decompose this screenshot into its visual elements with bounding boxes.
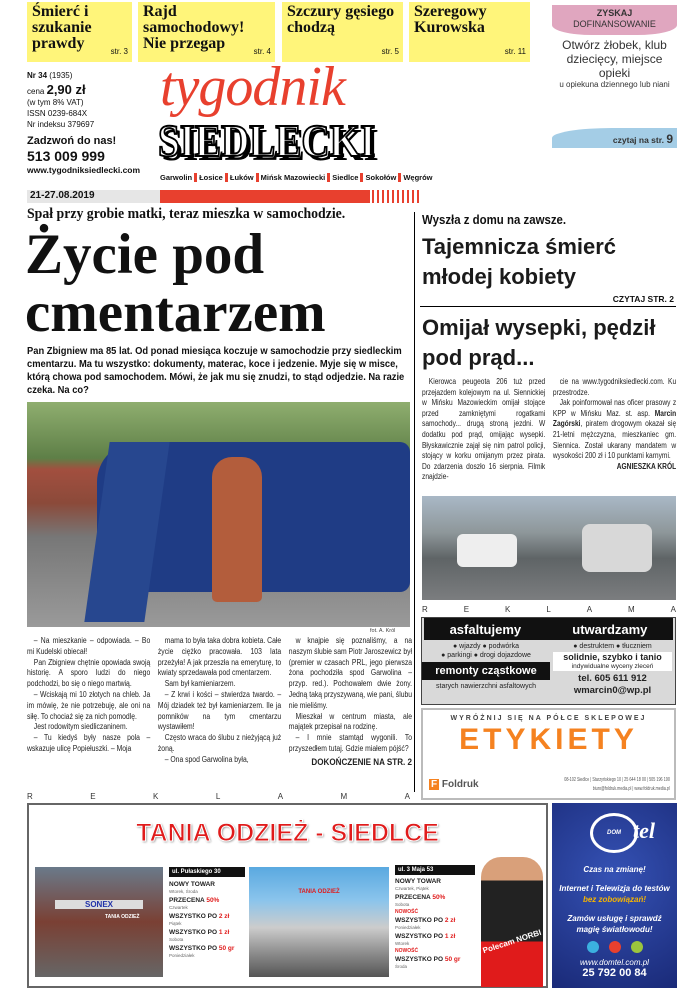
store-sign: TANIA ODZIEŻ xyxy=(105,914,140,920)
offer-highlight: 1 zł xyxy=(444,933,456,940)
main-photo xyxy=(27,402,410,627)
offer-day: Środa xyxy=(395,964,408,969)
town: Węgrów xyxy=(403,173,433,182)
promo-top: ZYSKAJ xyxy=(596,8,633,18)
article-column-3 xyxy=(289,636,412,768)
town: Garwolin xyxy=(160,173,193,182)
ad-h2: utwardzamy xyxy=(572,621,648,637)
offer-highlight: 1 zł xyxy=(218,929,230,936)
offer-day: Poniedziałek xyxy=(395,925,421,930)
bullet: wjazdy xyxy=(459,643,481,650)
reklama-letter: M xyxy=(628,605,635,614)
logo-text: DOM xyxy=(607,830,621,836)
offer-title xyxy=(169,929,245,937)
reklama-letter: L xyxy=(546,605,551,614)
article-paragraph: – Wciskają mi 10 złotych na chleb. Ja im mówię, że nie potrzebuję, ale oni na siłę. To chociaż się za nich pomodlę. xyxy=(27,689,151,721)
side2-name: Marcin Zagórski xyxy=(552,408,677,429)
side2-text: Jak poinformował nas oficer prasowy z KPP w Mińsku Maz. st. asp. xyxy=(552,398,677,418)
bullet: tłuczniem xyxy=(622,643,652,650)
reklama-letter: K xyxy=(153,792,159,801)
vat: (w tym 8% VAT) xyxy=(27,98,84,107)
reklama-letter: A xyxy=(277,792,284,801)
reklama-letter: K xyxy=(505,605,511,614)
issue-number: Nr 34 xyxy=(27,71,48,80)
teaser-title: Szeregowy Kurowska xyxy=(414,3,487,36)
column-divider xyxy=(414,212,415,792)
price: 2,90 zł xyxy=(46,82,86,97)
article-paragraph: Mieszkał w centrum miasta, ale majątek przepisał na rodzinę. xyxy=(288,711,413,732)
masthead-title: SIEDLECKI xyxy=(158,115,376,166)
side1-headline: Tajemnicza śmierć młodej kobiety xyxy=(422,234,617,289)
town: Łuków xyxy=(229,173,254,182)
new-badge: NOWOŚĆ xyxy=(395,948,419,954)
reklama-letter: E xyxy=(463,605,470,614)
car-silver xyxy=(582,524,652,572)
ad-labels-brand: Foldruk xyxy=(441,779,479,790)
main-headline: Życie pod cmentarzem xyxy=(25,223,326,344)
town-separator xyxy=(398,173,401,182)
date-bar-stripes xyxy=(372,190,420,203)
offer-text: WSZYSTKO PO xyxy=(169,929,219,936)
teaser-page: str. 3 xyxy=(110,47,128,56)
domtel-web[interactable]: www.domtel.com.pl xyxy=(580,958,649,967)
town-separator xyxy=(327,173,330,182)
offer-day: Wtorek xyxy=(395,941,410,946)
article-column-1 xyxy=(27,636,150,768)
offer-text: PRZECENA xyxy=(395,894,433,901)
article-paragraph: – Ona spod Garwolina była, xyxy=(164,754,249,764)
ad-labels-contact: biuro@foldruk.media.pl | www.foldruk.media.pl xyxy=(592,786,670,792)
offer-title xyxy=(395,933,475,941)
reklama-letter: A xyxy=(670,605,676,614)
car-door xyxy=(84,442,169,622)
teaser-title: Rajd samochodowy! Nie przegap xyxy=(143,3,245,52)
store2-info xyxy=(395,865,475,970)
offer-day: Sobota xyxy=(395,902,410,907)
price-label: cena xyxy=(27,87,45,96)
store-address: ul. 3 Maja 53 xyxy=(395,865,475,875)
masthead-script: tygodnik xyxy=(160,56,345,118)
ad-labels-addr: 08-102 Siedlce | Starzyńskiego 10 | 25 644 18 00 | 505 196 190 xyxy=(564,777,670,783)
article-column-2 xyxy=(158,636,281,768)
phone: 513 009 999 xyxy=(27,148,105,164)
domtel-tel: 25 792 00 84 xyxy=(582,967,647,979)
offer-highlight: 50 gr xyxy=(444,956,461,963)
article-paragraph: – I mnie stamtąd wygonili. To przyszedłem tutaj. Gdzie miałem pójść? xyxy=(288,733,413,753)
town: Sokołów xyxy=(365,173,397,182)
reklama-letter: R xyxy=(27,792,33,801)
website-link[interactable]: www.tygodniksiedlecki.com xyxy=(27,165,141,175)
teaser-page: str. 4 xyxy=(253,47,271,56)
side1-more[interactable]: CZYTAJ STR. 2 xyxy=(612,294,674,304)
side2-text: , piratem drogowym okazał się 21-letni mężczyzna, mieszkaniec gm. Siennica. Został ukarany mandatem w wysokości 200 zł i 10 punktami karnymi. xyxy=(552,419,677,461)
call-label: Zadzwoń do nas! xyxy=(27,135,117,147)
divider xyxy=(420,306,676,307)
domtel-l2h: bez zobowiązań! xyxy=(582,895,647,904)
article-paragraph: Często wraca do ślubu z nieżyjącą już żoną. xyxy=(157,733,282,753)
offer-day: Czwartek, Piątek xyxy=(395,886,429,891)
ad-labels-big: ETYKIETY xyxy=(459,723,638,756)
article-paragraph: Jest rodowitym siedliczaninem. xyxy=(33,722,128,732)
offer-title xyxy=(169,913,245,921)
store-address: ul. Pułaskiego 30 xyxy=(169,867,245,877)
town-separator xyxy=(194,173,197,182)
offer-title xyxy=(395,956,475,964)
offer-text: WSZYSTKO PO xyxy=(169,945,219,952)
reklama-label xyxy=(422,605,676,614)
index: Nr indeksu 379697 xyxy=(27,120,95,129)
reklama-letter: R xyxy=(422,605,428,614)
reklama-letter: A xyxy=(586,605,593,614)
logo-text: tel xyxy=(633,818,655,843)
offer-highlight: 50% xyxy=(206,897,220,904)
store1-photo xyxy=(35,867,163,977)
ad-labels-top: WYRÓŻNIJ SIĘ NA PÓŁCE SKLEPOWEJ xyxy=(450,715,647,722)
bullet: parkingi xyxy=(447,652,472,659)
phone-icon xyxy=(631,941,643,953)
offer-text: NOWY TOWAR xyxy=(395,878,441,885)
offer-title xyxy=(169,945,245,953)
teaser-1[interactable] xyxy=(27,2,132,62)
bullet: drogi dojazdowe xyxy=(479,652,531,659)
domtel-l2: Internet i Telewizja do testów xyxy=(559,884,670,893)
article-paragraph: – Na mieszkanie – odpowiada. – Bo mi Kudelski obiecał! xyxy=(27,636,151,656)
offer-title xyxy=(395,917,475,925)
teaser-2[interactable] xyxy=(138,2,275,62)
continued-link[interactable]: DOKOŃCZENIE NA STR. 2 xyxy=(311,756,413,768)
offer-title xyxy=(169,881,245,889)
offer-text: WSZYSTKO PO xyxy=(395,917,445,924)
offer-text: WSZYSTKO PO xyxy=(395,956,445,963)
offer-day: Piątek xyxy=(169,921,182,926)
promo-cta: czytaj na str. xyxy=(612,135,664,145)
side2-headline: Omijał wysepki, pędził pod prąd... xyxy=(422,315,656,370)
side2-photo xyxy=(422,496,676,600)
town-separator xyxy=(360,173,363,182)
teaser-page: str. 5 xyxy=(381,47,399,56)
teaser-title: Śmierć i szukanie prawdy xyxy=(32,3,92,52)
town: Siedlce xyxy=(332,173,359,182)
offer-highlight: 2 zł xyxy=(444,917,456,924)
towns-list xyxy=(160,173,433,182)
ad-tel: tel. 605 611 912 xyxy=(578,673,647,684)
teaser-title: Szczury gęsiego chodzą xyxy=(287,3,395,36)
issue-date: 21-27.08.2019 xyxy=(27,190,160,203)
ad-clothes[interactable] xyxy=(27,803,548,988)
offer-text: PRZECENA xyxy=(169,897,207,904)
ad-h1: asfaltujemy xyxy=(449,621,522,637)
offer-highlight: 50 gr xyxy=(218,945,235,952)
town-separator xyxy=(225,173,228,182)
offer-text: WSZYSTKO PO xyxy=(169,913,219,920)
article-paragraph: – Tu kiedyś były nasze pola – wskazuje ulicę Popiełuszki. – Moja xyxy=(27,733,151,753)
side1-kicker: Wyszła z domu na zawsze. xyxy=(422,212,567,227)
norbi-promo: Polecam NORBI xyxy=(481,927,543,956)
ad-email: wmarcin0@wp.pl xyxy=(573,685,652,696)
car-white xyxy=(457,534,517,567)
offer-title xyxy=(169,897,245,905)
reklama-label xyxy=(27,792,410,801)
promo-top2: DOFINANSOWANIE xyxy=(573,19,656,29)
promo-sub: u opiekuna dziennego lub niani xyxy=(559,80,670,89)
store-sign: SONEX xyxy=(55,900,143,909)
domtel-l3: Zamów usługę i sprawdź magię światłowodu! xyxy=(567,914,662,934)
store1-info xyxy=(169,867,245,959)
side2-col1: Kierowca peugeota 206 tuż przed przejazdem kolejowym na ul. Siennickiej w Mińsku Mazowieckim omijał stojące przed zamkniętymi rogatkami samochody... drugą stroną jezdni. W dodatku pod prąd, omijając wysepki. Błyskawicznie zajął się nim patrol policji, stojący w korku omijanym przez pirata. Do zdarzenia doszło 16 sierpnia. Filmik znajdzie- xyxy=(422,377,546,482)
bullet: podwórka xyxy=(488,643,520,650)
teaser-page: str. 11 xyxy=(504,47,526,56)
issn: ISSN 0239-684X xyxy=(27,109,88,118)
ad-slogan-sub: indywidualne wyceny zleceń xyxy=(571,663,654,670)
reklama-letter: M xyxy=(340,792,348,801)
promo-box[interactable] xyxy=(552,5,677,148)
tv-icon xyxy=(609,941,621,953)
offer-day: Sobota xyxy=(169,937,184,942)
ad-slogan: solidnie, szybko i tanio xyxy=(563,652,662,662)
internet-icon xyxy=(587,941,599,953)
issue-info xyxy=(27,70,152,176)
teaser-4[interactable] xyxy=(409,2,530,62)
reklama-letter: A xyxy=(404,792,410,801)
foldruk-logo-icon: F xyxy=(431,779,438,790)
reklama-letter: L xyxy=(215,792,221,801)
ad-repair: remonty cząstkowe xyxy=(422,662,550,680)
article-paragraph: w knajpie się poznaliśmy, a na naszym ślubie sam Piotr Jaroszewicz był (premier w czasach PRL, jego pierwsza żona pochodziła spod Garwolina – przyp. red.). Pochowałem dwie żony. Jedną taką przyszywaną, wie pani, ślubu nie mieliśmy. xyxy=(288,636,413,710)
norbi-photo xyxy=(481,857,543,987)
article-paragraph: Pan Zbigniew chętnie opowiada swoją historię. A sporo ludzi do niego podchodzi, bo się o niego martwią. xyxy=(27,657,151,689)
article-paragraph: Sam był kamieniarzem. xyxy=(164,679,236,689)
ad-labels[interactable] xyxy=(421,708,676,800)
ad-repair-sub: starych nawierzchni asfaltowych xyxy=(436,683,536,690)
side2-author: AGNIESZKA KRÓL xyxy=(616,461,677,471)
ad-domtel[interactable] xyxy=(552,803,677,988)
offer-title xyxy=(395,878,475,886)
ad-asphalt[interactable]: asfaltujemy utwardzamy ● wjazdy ● podwórka ● parkingi ● drogi dojazdowe remonty cząstkowe starych nawierzchni asfaltowych ● destruktem ● tłuczniem solidnie, szybko i tanio indywidualne wyceny zleceń tel. 605 611 912 wmarcin0@wp.pl xyxy=(421,617,676,705)
man xyxy=(212,457,262,602)
offer-text: NOWY TOWAR xyxy=(169,881,215,888)
new-badge: NOWOŚĆ xyxy=(395,909,419,915)
main-kicker: Spał przy grobie matki, teraz mieszka w samochodzie. xyxy=(27,206,346,222)
promo-main: Otwórz żłobek, klub dziecięcy, miejsce opieki xyxy=(562,38,667,80)
town: Łosice xyxy=(199,173,223,182)
article-paragraph: mama to była taka dobra kobieta. Całe życie ciężko pracowała. 103 lata przeżyła! A jak przeszła na emeryturę, to kwiaty sprzedawała pod cmentarzem. xyxy=(157,636,282,678)
offer-day: Poniedziałek xyxy=(169,953,195,958)
offer-day: Czwartek xyxy=(169,905,188,910)
offer-day: Wtorek, Środa xyxy=(169,889,198,894)
main-lead: Pan Zbigniew ma 85 lat. Od ponad miesiąca koczuje w samochodzie przy siedleckim cmentarzu. Ma tu wszystko: dokumenty, materac, koce i jedzenie. Myje się w misce, którą chowa pod samochodem. Mówi, że jak mu się znudzi, to stąd odjedzie. Na razie czeka. Na co? xyxy=(27,346,405,396)
store-sign: TANIA ODZIEŻ xyxy=(298,889,340,895)
photo-credit: fot. A. Król xyxy=(370,628,396,634)
offer-highlight: 2 zł xyxy=(218,913,230,920)
offer-text: WSZYSTKO PO xyxy=(395,933,445,940)
offer-title xyxy=(395,894,475,902)
bullet: destruktem xyxy=(579,643,615,650)
town-separator xyxy=(256,173,259,182)
reklama-letter: E xyxy=(90,792,96,801)
offer-highlight: 50% xyxy=(432,894,446,901)
teaser-3[interactable] xyxy=(282,2,403,62)
article-paragraph: – Z krwi i kości – stwierdza twardo. – Mój dziadek też był kamieniarzem. Ile ja pomników na tym cmentarzu wystawiłem! xyxy=(157,689,282,732)
side2-col2a: cie na www.tygodniksiedlecki.com. Ku przestrodze. xyxy=(552,377,677,397)
date-bar xyxy=(160,190,370,203)
promo-page: 9 xyxy=(666,132,673,146)
domtel-l1: Czas na zmianę! xyxy=(583,865,646,874)
domtel-logo-icon xyxy=(590,813,655,853)
store2-photo xyxy=(249,867,389,977)
town: Mińsk Mazowiecki xyxy=(260,173,326,182)
ad-clothes-title: TANIA ODZIEŻ - SIEDLCE xyxy=(136,819,439,847)
issue-total: (1935) xyxy=(49,71,73,80)
